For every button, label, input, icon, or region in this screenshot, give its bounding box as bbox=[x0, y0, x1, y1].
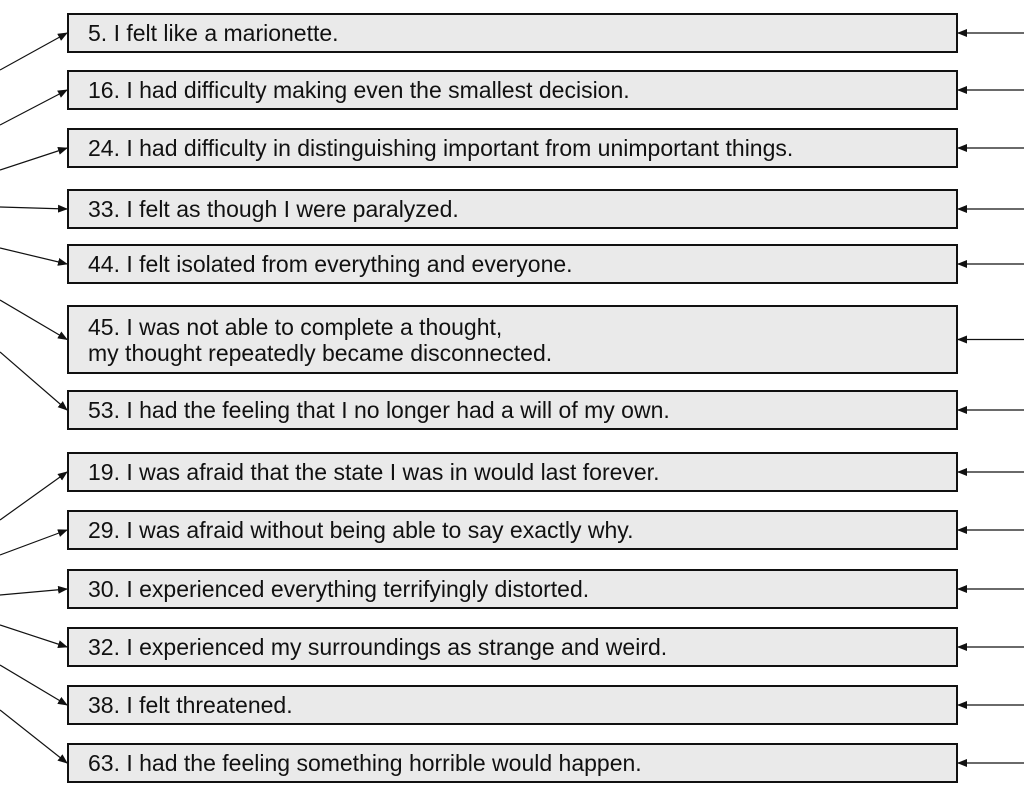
item-box bbox=[67, 569, 958, 609]
left-arrow bbox=[0, 352, 67, 410]
item-text bbox=[88, 20, 339, 46]
left-arrow bbox=[0, 665, 67, 705]
left-arrow bbox=[0, 90, 67, 125]
item-box bbox=[67, 743, 958, 783]
item-box bbox=[67, 128, 958, 168]
left-arrow bbox=[0, 33, 67, 70]
left-arrow bbox=[0, 248, 67, 264]
item-text bbox=[88, 576, 589, 602]
item-box bbox=[67, 685, 958, 725]
item-text-line: 53. I had the feeling that I no longer had a will of my own. bbox=[88, 397, 670, 423]
item-text-line: 44. I felt isolated from everything and everyone. bbox=[88, 251, 573, 277]
item-text-line: 32. I experienced my surroundings as strange and weird. bbox=[88, 634, 668, 660]
left-arrow bbox=[0, 710, 67, 763]
item-text bbox=[88, 196, 459, 222]
item-box bbox=[67, 189, 958, 229]
item-text-line: my thought repeatedly became disconnected. bbox=[88, 339, 553, 366]
item-box bbox=[67, 510, 958, 550]
left-arrow bbox=[0, 300, 67, 340]
item-box bbox=[67, 452, 958, 492]
item-text-line: 29. I was afraid without being able to say exactly why. bbox=[88, 517, 634, 543]
item-text-line: 24. I had difficulty in distinguishing important from unimportant things. bbox=[88, 135, 794, 161]
item-text bbox=[88, 135, 793, 161]
item-text-line: 33. I felt as though I were paralyzed. bbox=[88, 196, 459, 222]
left-arrow bbox=[0, 472, 67, 520]
item-text bbox=[88, 517, 633, 543]
item-text bbox=[88, 397, 670, 423]
item-text-line: 30. I experienced everything terrifyingly distorted. bbox=[88, 576, 590, 602]
item-text-line: 38. I felt threatened. bbox=[88, 692, 293, 718]
item-text bbox=[88, 750, 642, 776]
item-text-line: 45. I was not able to complete a thought, bbox=[88, 313, 503, 340]
item-text bbox=[88, 459, 659, 485]
item-box bbox=[67, 70, 958, 110]
left-arrow bbox=[0, 530, 67, 555]
item-text bbox=[88, 77, 630, 103]
left-arrow bbox=[0, 589, 67, 595]
item-text bbox=[88, 251, 573, 277]
left-arrow bbox=[0, 625, 67, 647]
item-text-line: 5. I felt like a marionette. bbox=[88, 20, 339, 46]
item-text-line: 19. I was afraid that the state I was in would last forever. bbox=[88, 459, 660, 485]
item-box bbox=[67, 627, 958, 667]
item-text-line: 63. I had the feeling something horrible would happen. bbox=[88, 750, 642, 776]
left-arrow bbox=[0, 148, 67, 170]
item-text bbox=[88, 314, 552, 366]
item-text-line: 16. I had difficulty making even the smallest decision. bbox=[88, 77, 630, 103]
item-box bbox=[67, 244, 958, 284]
item-box bbox=[67, 390, 958, 430]
item-text bbox=[88, 692, 293, 718]
item-text bbox=[88, 634, 667, 660]
item-box bbox=[67, 305, 958, 374]
left-arrow bbox=[0, 207, 67, 209]
item-box bbox=[67, 13, 958, 53]
